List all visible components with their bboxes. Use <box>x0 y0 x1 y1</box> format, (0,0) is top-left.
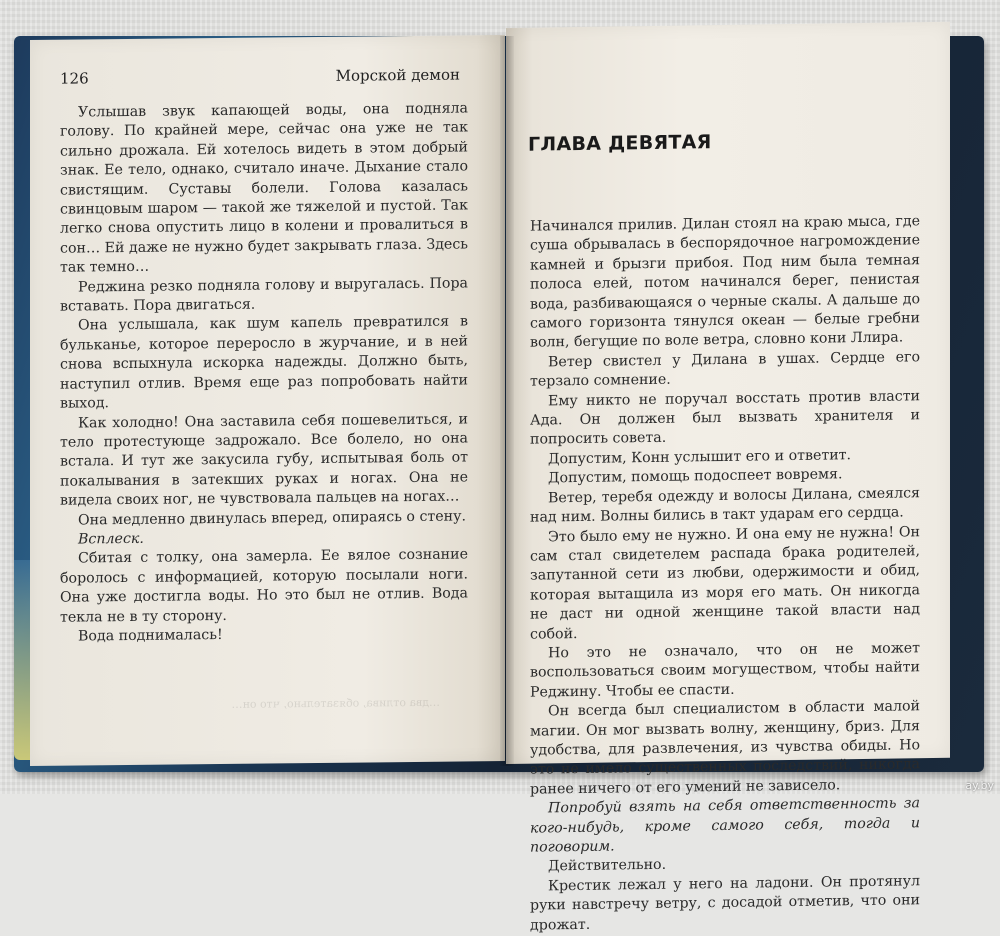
chapter-title: ГЛАВА ДЕВЯТАЯ <box>528 131 712 156</box>
paragraph: Он всегда был специалистом в области малой магии. Он мог вызвать волну, женщину, бриз. Для удобства, для развлечения, из чувства обиды. Но это не имело существенных последствий, никогда ранее ничего от его умений не зависело. <box>530 698 920 798</box>
paragraph: Реджина резко подняла голову и выругалась. Пора вставать. Пора двигаться. <box>60 275 468 315</box>
right-page <box>506 22 950 934</box>
paragraph: Всплеск. <box>78 530 144 548</box>
paragraph: Она медленно двинулась вперед, опираясь о стену. <box>78 507 466 529</box>
paragraph: Допустим, помощь подоспеет вовремя. <box>548 466 843 487</box>
paragraph: Начинался прилив. Дилан стоял на краю мыса, где суша обрывалась в беспорядочное нагромождение камней и брызги прибоя. Под ним была темная полоса елей, потом начинался берег, пенистая вода, разбивающаяся о черные скалы. А дальше до самого горизонта тянулся океан — белые гребни волн, бегущие по воле ветра, словно кони Ллира. <box>530 213 920 352</box>
running-title: Морской демон <box>335 65 460 85</box>
paragraph: Вода поднималась! <box>78 626 223 645</box>
bleed-through-text: …два отлива, обязательно, что он… <box>231 695 440 711</box>
paragraph: Ему никто не поручал восстать против власти Ада. Он должен был вызвать хранителя и попросить совета. <box>530 387 920 449</box>
paragraph: Как холодно! Она заставила себя пошевелиться, и тело протестующе задрожало. Все болело, но она встала. И тут же закусила губу, испытывая боль от покалывания в затекших руках и ногах. Она не видела своих ног, не чувствовала пальцев на ногах… <box>60 410 468 509</box>
left-page-text <box>60 99 468 647</box>
paragraph: Допустим, Конн услышит его и ответит. <box>548 447 852 468</box>
book-gutter <box>500 36 514 766</box>
paragraph: Ветер, теребя одежду и волосы Дилана, смеялся над ним. Волны бились в такт ударам его сердца. <box>530 484 920 526</box>
paragraph: Она услышала, как шум капель превратился в бульканье, которое переросло в журчание, и в ней снова вспыхнула искорка надежды. Должно быть, наступил отлив. Время еще раз попробовать найти выход. <box>60 313 468 412</box>
paragraph: Действительно. <box>548 857 667 875</box>
page-header <box>60 65 460 88</box>
right-page-text <box>530 212 920 935</box>
watermark: ay.by <box>965 779 994 792</box>
paragraph: Сбитая с толку, она замерла. Ее вялое сознание боролось с информацией, которую посылали ноги. Она уже достигла воды. Но это был не отлив. Вода текла не в ту сторону. <box>60 546 468 626</box>
paragraph: Ветер свистел у Дилана в ушах. Сердце его терзало сомнение. <box>530 349 920 390</box>
paragraph: Попробуй взять на себя ответственность за кого-нибудь, кроме самого себя, тогда и поговорим. <box>530 795 920 856</box>
paragraph: Это было ему не нужно. И она ему не нужна! Он сам стал свидетелем распада брака родителей, запутанной сети из любви, одержимости и обид, которая вытащила из моря его мать. Он никогда не даст ни одной женщине такой власти над собой. <box>530 523 920 643</box>
paragraph: Но это не означало, что он не может воспользоваться своим могуществом, чтобы найти Реджину. Чтобы ее спасти. <box>530 640 920 701</box>
left-page <box>30 35 505 766</box>
page-number: 126 <box>60 69 89 88</box>
paragraph: Крестик лежал у него на ладони. Он протянул руки навстречу ветру, с досадой отметив, что они дрожат. <box>530 873 920 934</box>
paragraph: Услышав звук капающей воды, она подняла голову. По крайней мере, сейчас она уже не так сильно дрожала. Ей хотелось видеть в этом добрый знак. Ее тело, однако, считало иначе. Дыхание стало свистящим. Суставы болели. Голова казалась свинцовым шаром — такой же тяжелой и пустой. Так легко снова опустить лицо в колени и провалиться в сон… Ей даже не нужно будет закрывать глаза. Здесь так темно… <box>60 100 468 276</box>
